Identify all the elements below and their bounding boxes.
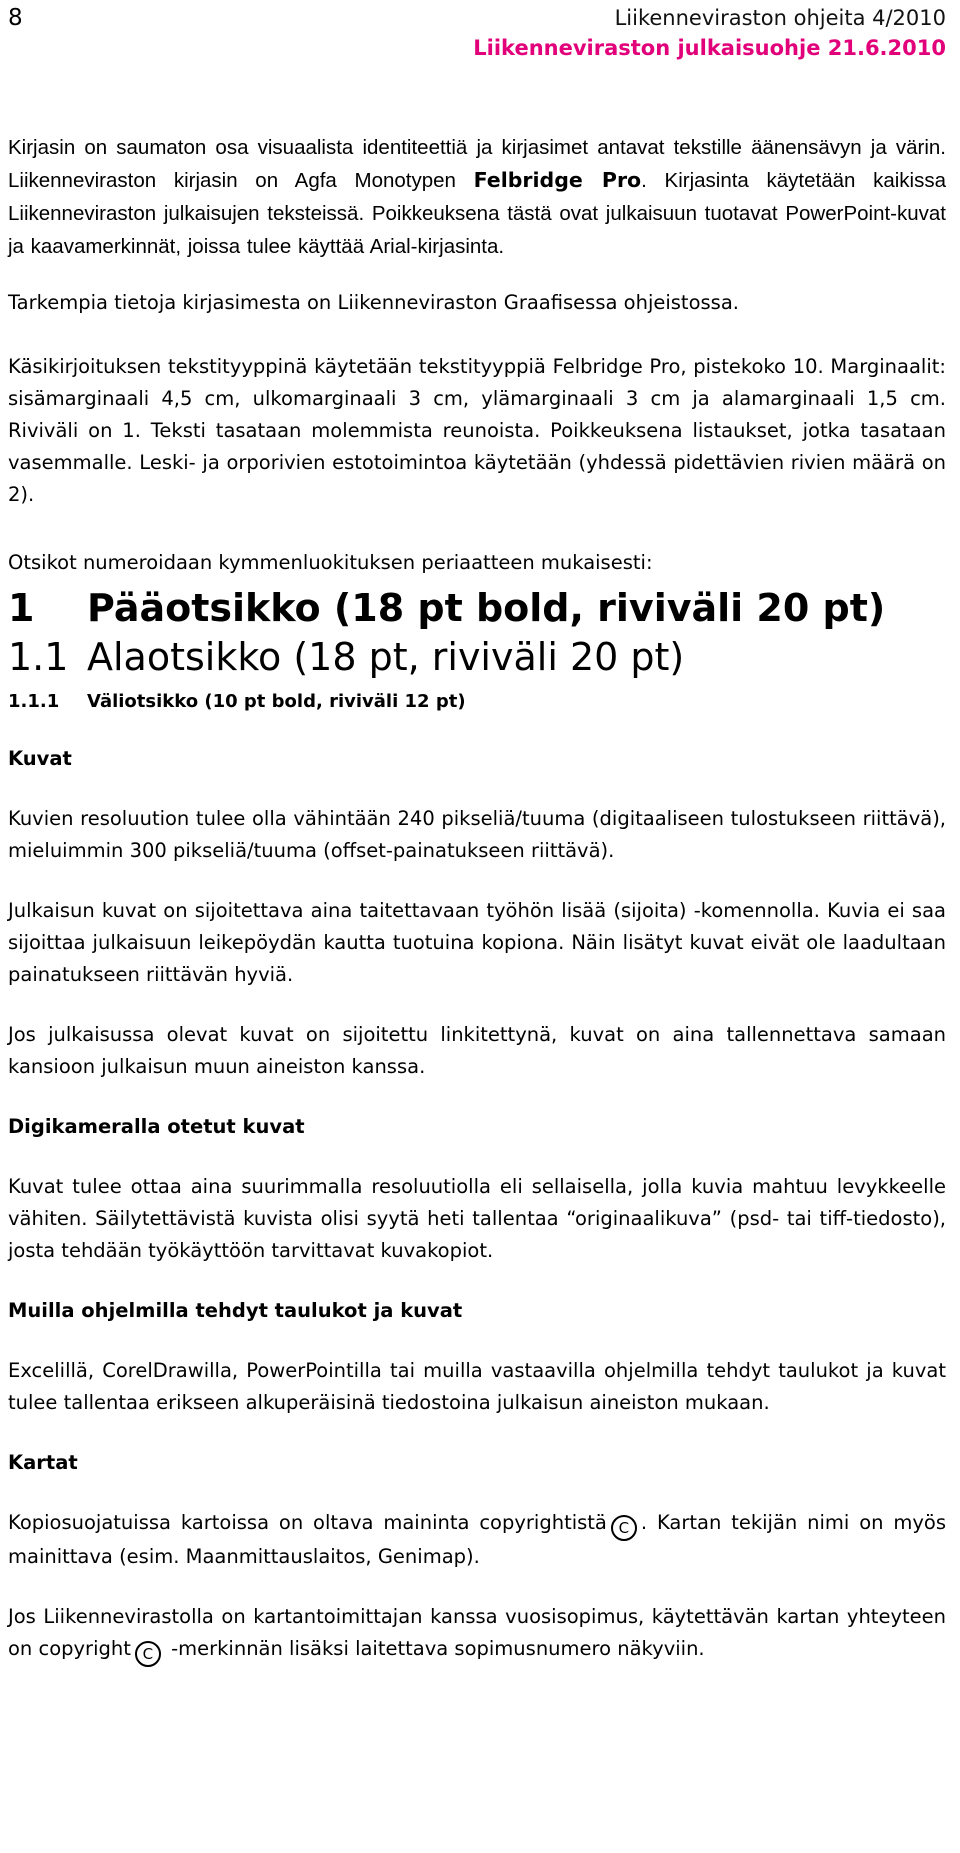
heading-text: Pääotsikko (18 pt bold, riviväli 20 pt) bbox=[87, 586, 886, 630]
font-name: Felbridge Pro bbox=[473, 168, 642, 192]
heading-text: Väliotsikko (10 pt bold, riviväli 12 pt) bbox=[87, 691, 466, 712]
section-title-camera: Digikameralla otetut kuvat bbox=[8, 1115, 305, 1138]
page-number: 8 bbox=[8, 5, 23, 31]
maps-paragraph-2 bbox=[8, 1601, 946, 1667]
font-intro-text: Kirjasin on saumaton osa visuaalista identiteettiä ja kirjasimet antavat tekstille äänensävyn ja värin. Liikenneviraston kirjasin on Agfa Monotypen bbox=[8, 136, 946, 192]
more-info-paragraph: Tarkempia tietoja kirjasimesta on Liikenneviraston Graafisessa ohjeistossa. bbox=[8, 291, 739, 314]
camera-paragraph: Kuvat tulee ottaa aina suurimmalla resoluutiolla eli sellaisella, jolla kuvia mahtuu levykkeelle vähiten. Säilytettävistä kuvista olisi syytä heti tallentaa “originaalikuva” (psd- tai tiff-tiedosto), josta tehdään työkäyttöön tarvittavat kuvakopiot. bbox=[8, 1175, 946, 1262]
heading-number: 1 bbox=[8, 586, 35, 630]
running-header bbox=[473, 3, 946, 63]
heading-number: 1.1.1 bbox=[8, 691, 60, 712]
page-body bbox=[8, 131, 946, 1667]
maps-paragraph-1 bbox=[8, 1507, 946, 1573]
copyright-icon: C bbox=[135, 1641, 161, 1667]
heading-level-2-example bbox=[8, 633, 946, 681]
manuscript-paragraph: Käsikirjoituksen tekstityyppinä käytetään tekstityyppiä Felbridge Pro, pistekoko 10. Marginaalit: sisämarginaali 4,5 cm, ulkomarginaali 3 cm, ylämarginaali 3 cm ja alamarginaali 1,5 cm. Riviväli on 1. Teksti tasataan molemmista reunoista. Poikkeuksena listaukset, jotka tasataan vasemmalle. Leski- ja orporivien estotoimintoa käytetään (yhdessä pidettävien rivien määrä on 2). bbox=[8, 355, 946, 506]
maps-text-continued: . Kartan tekijän nimi on myös mainittava (esim. Maanmittauslaitos, Genimap). bbox=[8, 1511, 946, 1568]
section-title-images: Kuvat bbox=[8, 747, 72, 770]
other-software-paragraph: Excelillä, CorelDrawilla, PowerPointilla tai muilla vastaavilla ohjelmilla tehdyt taulukot ja kuvat tulee tallentaa erikseen alkuperäisinä tiedostoina julkaisun aineiston mukaan. bbox=[8, 1359, 946, 1414]
images-paragraph-2: Julkaisun kuvat on sijoitettava aina taitettavaan työhön lisää (sijoita) -komennolla. Kuvia ei saa sijoittaa julkaisuun leikepöydän kautta tuotuina kopiona. Näin lisätyt kuvat eivät ole laadultaan painatukseen riittävän hyviä. bbox=[8, 899, 946, 986]
maps-text-continued: -merkinnän lisäksi laitettava sopimusnumero näkyviin. bbox=[164, 1637, 705, 1660]
heading-level-1-example bbox=[8, 583, 946, 633]
headings-intro: Otsikot numeroidaan kymmenluokituksen periaatteen mukaisesti: bbox=[8, 551, 653, 574]
maps-text: Jos Liikennevirastolla on kartantoimittajan kanssa vuosisopimus, käytettävän kartan yhteyteen on copyright bbox=[8, 1605, 946, 1660]
font-intro-text-continued: . Kirjasinta käytetään kaikissa Liikenneviraston julkaisujen teksteissä. Poikkeuksena tästä ovat julkaisuun tuotavat PowerPoint-kuvat ja kaavamerkinnät, joissa tulee käyttää Arial-kirjasinta. bbox=[8, 169, 947, 258]
images-paragraph-3: Jos julkaisussa olevat kuvat on sijoitettu linkitettynä, kuvat on aina tallennettava samaan kansioon julkaisun muun aineiston kanssa. bbox=[8, 1023, 946, 1078]
font-intro-paragraph bbox=[8, 131, 946, 263]
section-title-other-software: Muilla ohjelmilla tehdyt taulukot ja kuvat bbox=[8, 1299, 463, 1322]
maps-text: Kopiosuojatuissa kartoissa on oltava maininta copyrightistä bbox=[8, 1511, 607, 1534]
publication-guideline: Liikenneviraston julkaisuohje 21.6.2010 bbox=[473, 36, 946, 60]
publication-series: Liikenneviraston ohjeita 4/2010 bbox=[614, 6, 946, 30]
heading-text: Alaotsikko (18 pt, riviväli 20 pt) bbox=[87, 635, 685, 679]
section-title-maps: Kartat bbox=[8, 1451, 78, 1474]
copyright-icon: C bbox=[611, 1515, 637, 1541]
heading-level-3-example bbox=[8, 685, 946, 719]
heading-number: 1.1 bbox=[8, 635, 69, 679]
images-paragraph-1: Kuvien resoluution tulee olla vähintään 240 pikseliä/tuuma (digitaaliseen tulostukseen riittävä), mieluimmin 300 pikseliä/tuuma (offset-painatukseen riittävä). bbox=[8, 807, 946, 862]
